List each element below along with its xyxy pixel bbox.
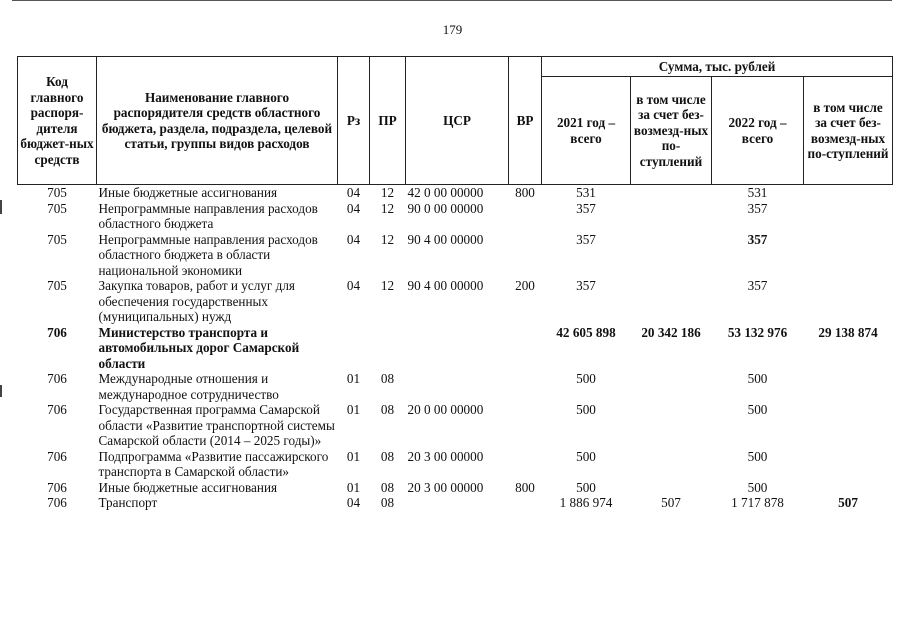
- row-code: 705: [47, 231, 67, 247]
- table-row: [18, 201, 893, 232]
- header-2022-free: в том числе за счет без-возмезд-ных по-ступлений: [804, 77, 893, 185]
- row-rz: 01: [346, 448, 361, 464]
- row-2021-free: [631, 232, 712, 279]
- row-2022-free: 507: [838, 495, 858, 510]
- row-name: Непрограммные направления расходов областного бюджета в области национальной экономики: [98, 231, 318, 278]
- row-rz: 01: [346, 479, 361, 495]
- row-csr: [406, 325, 509, 372]
- table-row: [18, 449, 893, 480]
- row-pr: 12: [380, 200, 395, 216]
- row-csr: 90 4 00 00000: [407, 231, 484, 247]
- row-code: 706: [47, 371, 67, 386]
- row-2022-free: [804, 449, 893, 480]
- row-vr: [509, 402, 542, 449]
- row-2022-free: [804, 185, 893, 201]
- header-csr: ЦСР: [406, 57, 509, 185]
- row-csr: 20 0 00 00000: [407, 402, 484, 417]
- row-2022-total: 357: [747, 231, 768, 247]
- row-2021-free: 20 342 186: [641, 324, 701, 340]
- header-rz: Рз: [338, 57, 370, 185]
- row-vr: [509, 371, 542, 402]
- row-code: 706: [47, 324, 67, 340]
- row-vr: [509, 325, 542, 372]
- row-2022-total: 357: [747, 200, 768, 216]
- row-2022-total: 1 717 878: [731, 495, 784, 510]
- row-csr: [406, 495, 509, 511]
- row-2022-free: 29 138 874: [818, 324, 878, 340]
- row-2021-free: [631, 402, 712, 449]
- table-row: [18, 325, 893, 372]
- budget-table: [17, 56, 893, 511]
- row-name: Международные отношения и международное сотрудничество: [98, 371, 279, 402]
- row-pr: 12: [380, 231, 395, 247]
- row-name: Министерство транспорта и автомобильных дорог Самарской области: [98, 324, 300, 371]
- row-2021-total: 357: [576, 200, 596, 216]
- row-2021-free: [631, 449, 712, 480]
- row-rz: 01: [346, 371, 361, 386]
- row-rz: 04: [346, 185, 361, 200]
- row-2021-total: 1 886 974: [559, 495, 613, 510]
- table-row: [18, 278, 893, 325]
- header-vr: ВР: [509, 57, 542, 185]
- header-sum: Сумма, тыс. рублей: [542, 57, 893, 77]
- row-2021-free: [631, 278, 712, 325]
- row-code: 705: [47, 200, 67, 216]
- row-2022-free: [804, 232, 893, 279]
- row-vr: [509, 449, 542, 480]
- row-2021-free: [631, 371, 712, 402]
- row-name: Непрограммные направления расходов областного бюджета: [98, 200, 318, 231]
- row-name: Подпрограмма «Развитие пассажирского транспорта в Самарской области»: [98, 448, 329, 479]
- table-row: [18, 232, 893, 279]
- row-csr: 20 3 00 00000: [407, 479, 484, 495]
- row-code: 706: [47, 402, 67, 417]
- row-2022-free: [804, 480, 893, 496]
- row-pr: [370, 325, 406, 372]
- row-2022-free: [804, 278, 893, 325]
- row-rz: 04: [346, 495, 361, 510]
- row-vr: [509, 232, 542, 279]
- row-rz: 04: [346, 278, 361, 293]
- table-row: [18, 480, 893, 496]
- row-2021-free: [631, 480, 712, 496]
- row-2022-total: 500: [747, 402, 768, 417]
- row-2021-total: 357: [576, 278, 596, 293]
- row-2022-total: 500: [747, 479, 768, 495]
- row-pr: 12: [380, 278, 395, 293]
- row-2021-free: 507: [661, 495, 681, 510]
- row-name: Транспорт: [98, 495, 158, 510]
- row-vr: [509, 201, 542, 232]
- row-vr: 800: [515, 185, 535, 200]
- row-pr: 08: [380, 479, 395, 495]
- row-name: Государственная программа Самарской области «Развитие транспортной системы Самарской области (2014 – 2025 годы)»: [98, 402, 335, 448]
- row-vr: [509, 495, 542, 511]
- header-pr: ПР: [370, 57, 406, 185]
- row-pr: 08: [380, 371, 395, 386]
- row-2021-total: 357: [576, 231, 596, 247]
- row-2022-free: [804, 402, 893, 449]
- header-2022-total: 2022 год – всего: [712, 77, 804, 185]
- row-csr: 90 0 00 00000: [407, 200, 484, 216]
- header-2021-total: 2021 год – всего: [542, 77, 631, 185]
- header-name: Наименование главного распорядителя средств областного бюджета, раздела, подраздела, целевой статьи, группы видов расходов: [97, 57, 338, 185]
- header-code: Код главного распоря-дителя бюджет-ных средств: [18, 57, 97, 185]
- row-code: 706: [47, 448, 67, 464]
- row-2021-total: 500: [576, 479, 596, 495]
- table-row: [18, 402, 893, 449]
- row-rz: 01: [346, 402, 361, 417]
- table-body: [18, 185, 893, 511]
- row-2022-total: 500: [747, 448, 768, 464]
- row-2021-free: [631, 185, 712, 201]
- row-2021-total: 531: [576, 185, 596, 200]
- row-2022-total: 53 132 976: [727, 324, 788, 340]
- row-name: Иные бюджетные ассигнования: [98, 479, 278, 495]
- row-pr: 08: [380, 495, 395, 510]
- row-2022-total: 357: [747, 278, 768, 293]
- header-2021-free: в том числе за счет без-возмезд-ных по-ступлений: [631, 77, 712, 185]
- scan-edge-mark: [0, 200, 2, 214]
- row-code: 706: [47, 479, 67, 495]
- row-csr: [406, 371, 509, 402]
- row-2021-total: 500: [576, 402, 596, 417]
- row-2021-total: 500: [576, 371, 596, 386]
- row-csr: 20 3 00 00000: [407, 448, 484, 464]
- row-code: 705: [47, 278, 67, 293]
- row-2022-free: [804, 201, 893, 232]
- row-name: Иные бюджетные ассигнования: [98, 185, 278, 200]
- row-pr: 12: [380, 185, 395, 200]
- row-vr: 800: [515, 479, 535, 495]
- row-rz: 04: [346, 231, 361, 247]
- row-2021-total: 500: [576, 448, 596, 464]
- table-row: [18, 495, 893, 511]
- row-rz: 04: [346, 200, 361, 216]
- row-2022-total: 500: [747, 371, 768, 386]
- row-2021-free: [631, 201, 712, 232]
- row-csr: 42 0 00 00000: [407, 185, 484, 200]
- scan-edge-mark: [0, 385, 2, 397]
- row-2021-total: 42 605 898: [556, 324, 616, 340]
- table-row: [18, 371, 893, 402]
- row-pr: 08: [380, 402, 395, 417]
- row-name: Закупка товаров, работ и услуг для обеспечения государственных (муниципальных) нужд: [98, 278, 295, 324]
- row-2022-free: [804, 371, 893, 402]
- row-vr: 200: [515, 278, 535, 293]
- row-code: 706: [47, 495, 67, 510]
- row-code: 705: [47, 185, 67, 200]
- row-csr: 90 4 00 00000: [407, 278, 484, 293]
- top-rule: [12, 0, 892, 1]
- table-row: [18, 185, 893, 201]
- row-pr: 08: [380, 448, 395, 464]
- row-rz: [338, 325, 370, 372]
- page-number: 179: [442, 22, 463, 37]
- row-2022-total: 531: [747, 185, 768, 200]
